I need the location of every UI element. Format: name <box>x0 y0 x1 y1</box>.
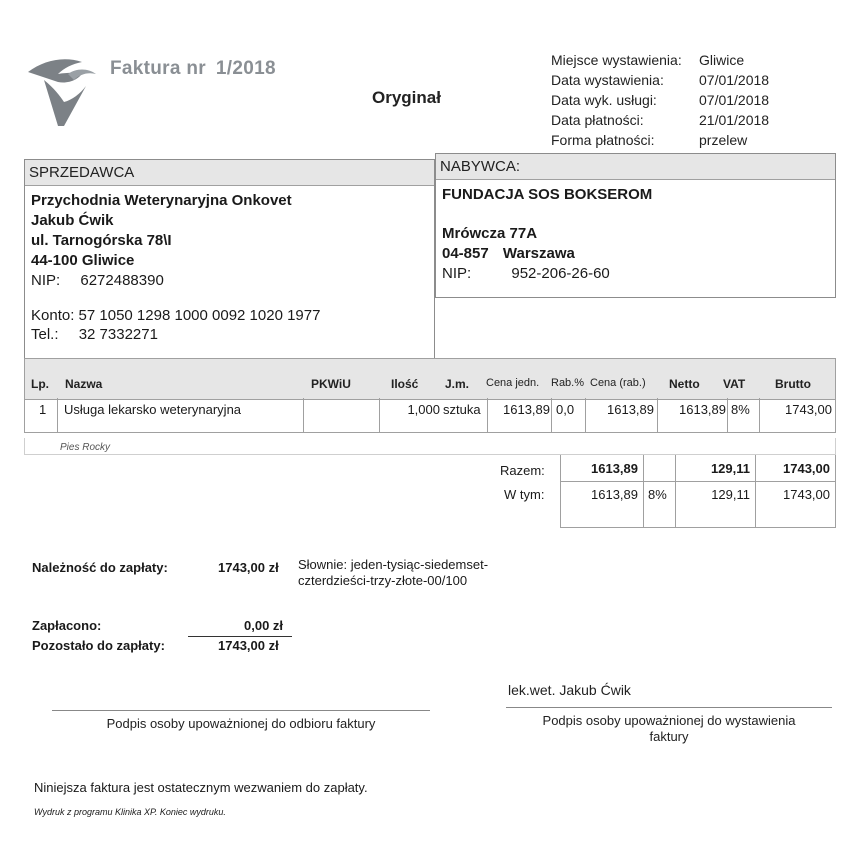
issuer-name: lek.wet. Jakub Ćwik <box>508 682 631 698</box>
meta-label: Forma płatności: <box>551 132 655 148</box>
seller-account-value: 57 1050 1298 1000 0092 1020 1977 <box>78 307 321 324</box>
buyer-nip <box>436 265 835 282</box>
amount-words-line2: czterdzieści-trzy-złote-00/100 <box>298 573 468 588</box>
copy-label: Oryginał <box>372 88 441 107</box>
meta-value: 07/01/2018 <box>699 72 770 88</box>
meta-row <box>551 110 769 130</box>
meta-label: Data płatności: <box>551 112 644 128</box>
issuer-caption-line1: Podpis osoby upoważnionej do wystawienia <box>542 713 796 728</box>
remaining-label: Pozostało do zapłaty: <box>32 638 165 653</box>
buyer-heading: NABYWCA: <box>436 154 835 180</box>
seller-account <box>25 307 434 324</box>
total-label: Razem: <box>500 463 545 478</box>
total-gross: 1743,00 <box>783 461 830 476</box>
cell-price-disc: 1613,89 <box>585 398 658 432</box>
paid-label: Zapłacono: <box>32 618 102 633</box>
col-discount: Rab.% <box>551 377 585 389</box>
amount-due-label: Należność do zapłaty: <box>32 560 168 575</box>
note-row <box>24 438 836 455</box>
col-lp: Lp. <box>31 377 49 391</box>
seller-nip <box>25 272 434 289</box>
seller-nip-value: 6272488390 <box>80 272 164 289</box>
printout-note: Wydruk z programu Klinika XP. Koniec wydruku. <box>34 807 226 817</box>
cell-pkwiu <box>303 398 380 432</box>
receiver-signature-caption: Podpis osoby upoważnionej do odbioru faktury <box>106 716 376 731</box>
issuer-signature-caption <box>506 713 832 745</box>
meta-row <box>551 70 769 90</box>
meta-row <box>551 90 769 110</box>
meta-value: 21/01/2018 <box>699 112 770 128</box>
paid-block <box>32 618 284 656</box>
meta-value: przelew <box>699 132 748 148</box>
table-row <box>24 398 836 433</box>
cell-lp: 1 <box>39 402 47 417</box>
item-note: Pies Rocky <box>60 442 111 453</box>
table-header <box>24 358 836 400</box>
seller-street: ul. Tarnogórska 78\I <box>31 232 172 249</box>
col-qty: Ilość <box>391 377 419 391</box>
seller-phone <box>25 326 434 343</box>
buyer-city <box>436 245 835 262</box>
invoice-meta <box>551 50 769 150</box>
amount-due-value: 1743,00 zł <box>218 560 279 575</box>
incl-vat: 129,11 <box>711 487 750 502</box>
amount-due <box>32 560 279 575</box>
seller-name: Przychodnia Weterynaryjna Onkovet <box>31 192 292 209</box>
buyer-postcode: 04-857 <box>442 245 489 262</box>
cell-unit: sztuka <box>443 402 481 417</box>
invoice-number: 1/2018 <box>215 58 276 79</box>
seller-nip-label: NIP: <box>31 272 61 289</box>
col-unit: J.m. <box>445 377 470 391</box>
cell-net: 1613,89 <box>657 398 728 432</box>
incl-label: W tym: <box>504 487 545 502</box>
invoice-title-label: Faktura nr <box>110 58 206 79</box>
seller-city: 44-100 Gliwice <box>31 252 135 269</box>
col-vat: VAT <box>723 377 746 391</box>
col-price-disc: Cena (rab.) <box>590 377 646 389</box>
buyer-name: FUNDACJA SOS BOKSEROM <box>442 186 653 203</box>
meta-value: 07/01/2018 <box>699 92 770 108</box>
meta-label: Data wystawienia: <box>551 72 664 88</box>
cell-qty: 1,000 <box>379 398 442 432</box>
cell-gross: 1743,00 <box>759 398 836 432</box>
incl-net: 1613,89 <box>591 487 638 502</box>
cell-discount: 0,0 <box>551 398 586 432</box>
seller-box <box>24 159 435 360</box>
amount-words-line1: jeden-tysiąc-siedemset- <box>350 557 489 572</box>
amount-words-label: Słownie: <box>298 557 348 572</box>
buyer-nip-label: NIP: <box>442 265 472 282</box>
meta-row <box>551 50 769 70</box>
meta-label: Data wyk. usługi: <box>551 92 657 108</box>
seller-phone-value: 32 7332271 <box>78 326 158 343</box>
buyer-box <box>435 153 836 298</box>
final-notice: Niniejsza faktura jest ostatecznym wezwaniem do zapłaty. <box>34 780 368 795</box>
seller-phone-label: Tel.: <box>31 326 59 343</box>
cell-name: Usługa lekarsko weterynaryjna <box>57 398 304 432</box>
summary-block <box>490 455 834 527</box>
issuer-caption-line2: faktury <box>649 729 689 744</box>
total-vat: 129,11 <box>710 461 750 476</box>
company-logo <box>24 50 104 128</box>
seller-heading: SPRZEDAWCA <box>25 160 434 186</box>
invoice-title <box>110 58 276 80</box>
meta-row <box>551 130 769 150</box>
buyer-street: Mrówcza 77A <box>442 225 538 242</box>
col-net: Netto <box>669 377 700 391</box>
meta-label: Miejsce wystawienia: <box>551 52 682 68</box>
col-gross: Brutto <box>775 377 811 391</box>
seller-person: Jakub Ćwik <box>31 212 114 229</box>
incl-rate: 8% <box>648 487 667 502</box>
col-name: Nazwa <box>65 377 103 391</box>
buyer-city-name: Warszawa <box>502 245 575 262</box>
receiver-signature-line <box>52 710 430 711</box>
cell-unit-price: 1613,89 <box>487 398 552 432</box>
seller-account-label: Konto: <box>31 307 75 324</box>
buyer-nip-value: 952-206-26-60 <box>511 265 610 282</box>
meta-value: Gliwice <box>699 52 745 68</box>
issuer-signature-line <box>506 707 832 708</box>
paid-value: 0,00 zł <box>244 618 284 633</box>
incl-gross: 1743,00 <box>783 487 830 502</box>
payment-rule <box>188 636 292 637</box>
col-pkwiu: PKWiU <box>311 377 351 391</box>
col-unit-price: Cena jedn. <box>486 377 540 389</box>
remaining-value: 1743,00 zł <box>218 638 279 653</box>
total-net: 1613,89 <box>591 461 638 476</box>
cell-vat: 8% <box>727 398 760 432</box>
amount-words <box>298 557 488 589</box>
